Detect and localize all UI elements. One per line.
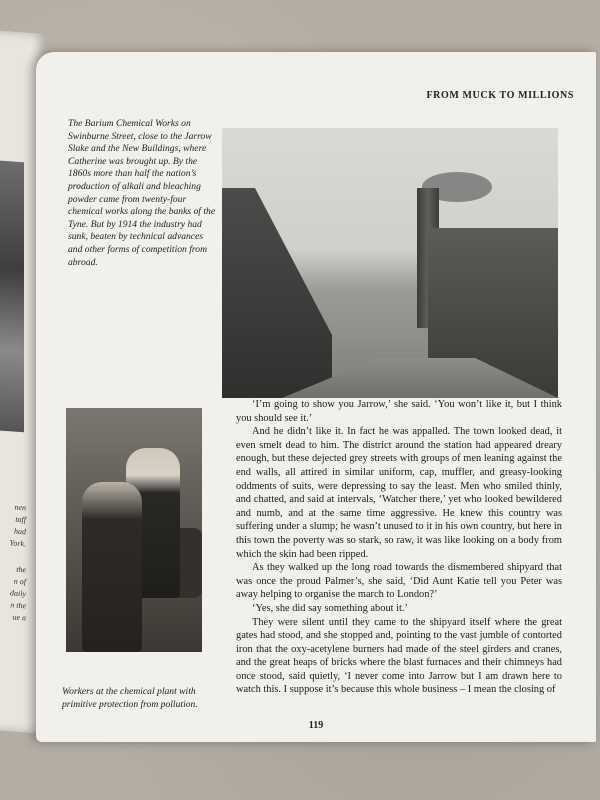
left-page-text-fragment: York. xyxy=(9,538,26,549)
street-photo xyxy=(222,128,558,398)
left-page-text-fragment: ue a xyxy=(12,612,26,623)
left-page-text-fragment: daily xyxy=(10,588,26,599)
left-page-text-fragment: n the xyxy=(10,600,26,611)
left-page-text-fragment: had xyxy=(14,526,26,537)
left-page-text-fragment: the xyxy=(16,564,26,575)
workers-photo xyxy=(66,408,202,652)
paragraph: They were silent until they came to the shipyard itself where the great gates had stood, and she stopped and, pointing to the vast jumble of contorted iron that the oxy-acetylene burners had made of the steel girders and cranes, and the great heaps of bricks where the blast furnaces and their chimneys had once stood, said quietly, ‘I never come into Jarrow but I am drawn here to watch this. I suppose it’s because this whole business – I mean the closing of xyxy=(236,616,562,696)
paragraph: As they walked up the long road towards the dismembered shipyard that was once the proud Palmer’s, she said, ‘Did Aunt Katie tell you Peter was away helping to organise the march to London?’ xyxy=(236,562,562,601)
page-number: 119 xyxy=(308,720,324,731)
paragraph: ‘Yes, she did say something about it.’ xyxy=(252,602,408,614)
left-page-text-fragment: taff xyxy=(15,514,26,525)
left-page-text xyxy=(0,500,26,624)
terrace-houses xyxy=(222,188,332,398)
body-text xyxy=(236,398,562,697)
paragraph: ‘I’m going to show you Jarrow,’ she said. ‘You won’t like it, but I think you should see it.’ xyxy=(236,399,562,424)
running-head: FROM MUCK TO MILLIONS xyxy=(426,90,574,101)
left-page-text-fragment: nen xyxy=(14,502,26,513)
seated-worker xyxy=(82,482,142,652)
paragraph: And he didn’t like it. In fact he was appalled. The town looked dead, it even smelt dead to him. The district around the station had appeared dreary enough, but these dejected grey streets with groups of men leaning against the end walls, all attired in similar uniform, cap, muffler, and greasy-looking oddments of suits, were depressing to say the least. Men who smiled thinly, and chatted, and said at intervals, ‘Watcher there,’ yet who looked bewildered and numb, and at the same time aggressive. He knew this country was suffering under a slump; he wasn’t unused to it in his own country, but here in this town the poverty was so stark, so raw, it was like looking on a body from which the skin had been ripped. xyxy=(236,426,562,560)
book-page xyxy=(36,52,596,742)
photo-caption-bottom: Workers at the chemical plant with primitive protection from pollution. xyxy=(62,686,198,710)
left-page-photo xyxy=(0,160,24,432)
left-page-text-fragment: n of xyxy=(13,576,26,587)
photo-caption-top: The Barium Chemical Works on Swinburne Street, close to the Jarrow Slake and the New Buildings, where Catherine was brought up. By the 1860s more than half the nation’s production of alkali and bleaching powder came from twenty-four chemical works along the banks of the Tyne. But by 1914 the industry had sunk, beaten by technical advances and other forms of competition from abroad. xyxy=(68,118,216,268)
